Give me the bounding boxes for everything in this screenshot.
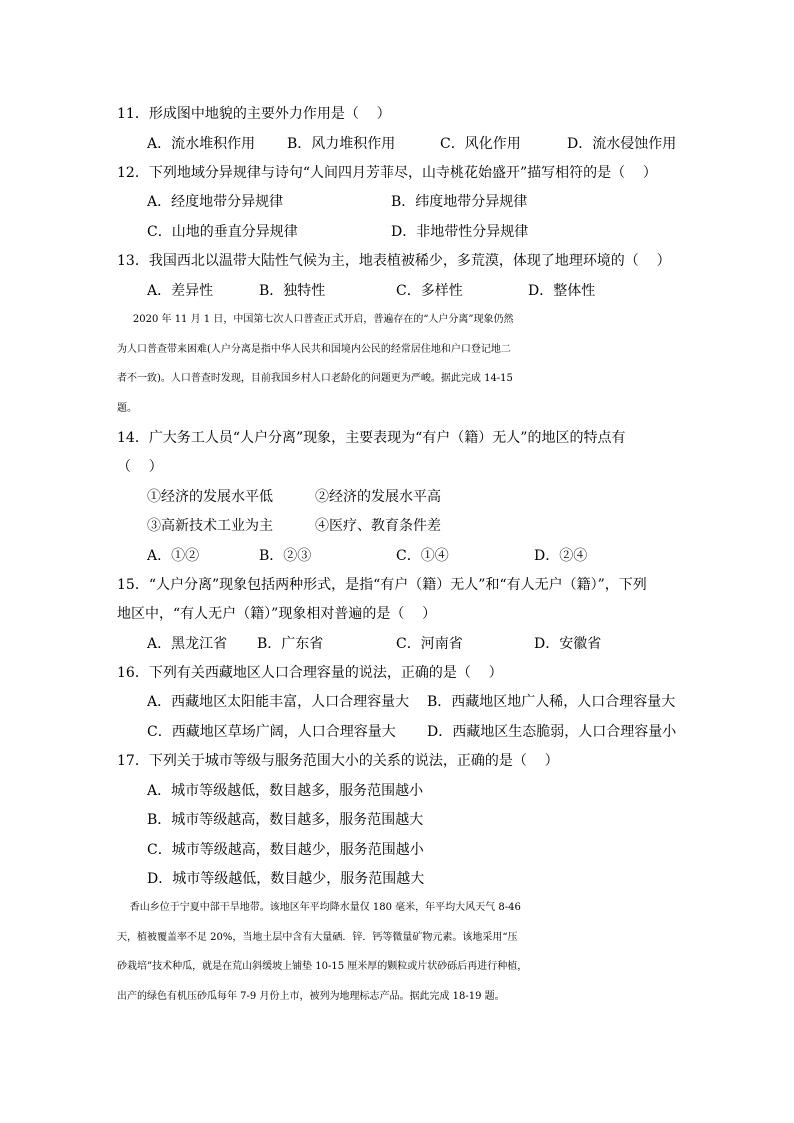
question-14-option-a: A．①② bbox=[147, 548, 200, 564]
question-15-stem-continued: 地区中，“有人无户（籍）”现象相对普遍的是（ ） bbox=[117, 606, 437, 622]
passage-2-line-1: 香山乡位于宁夏中部干旱地带。该地区年平均降水量仅 180 毫米，年平均大风天气 8-46 bbox=[117, 902, 521, 913]
question-16-option-b: B．西藏地区地广人稀，人口合理容量大 bbox=[427, 694, 676, 710]
passage-1-line-4: 题。 bbox=[117, 403, 137, 414]
question-17-stem: 17．下列关于城市等级与服务范围大小的关系的说法，正确的是（ ） bbox=[117, 753, 559, 769]
question-14-option-b: B．②③ bbox=[259, 548, 312, 564]
question-15-option-c: C．河南省 bbox=[396, 636, 463, 652]
question-15-option-d: D．安徽省 bbox=[534, 636, 602, 652]
question-15-option-a: A．黑龙江省 bbox=[147, 636, 228, 652]
question-16-stem: 16．下列有关西藏地区人口合理容量的说法，正确的是（ ） bbox=[117, 665, 503, 681]
question-11-stem: 11．形成图中地貌的主要外力作用是（ ） bbox=[117, 106, 391, 122]
question-16-option-a: A．西藏地区太阳能丰富，人口合理容量大 bbox=[147, 694, 410, 710]
question-16-option-d: D．西藏地区生态脆弱，人口合理容量小 bbox=[427, 724, 677, 740]
question-14-option-d: D．②④ bbox=[534, 548, 588, 564]
question-13-option-c: C．多样性 bbox=[396, 283, 463, 299]
question-13-option-a: A．差异性 bbox=[147, 283, 214, 299]
passage-1-line-1: 2020 年 11 月 1 日，中国第七次人口普查正式开启，普遍存在的“人户分离”现象仍然 bbox=[117, 314, 514, 325]
question-12-stem: 12．下列地域分异规律与诗句“人间四月芳菲尽，山寺桃花始盛开”描写相符的是（ ） bbox=[117, 165, 657, 181]
question-12-option-a: A．经度地带分异规律 bbox=[147, 194, 284, 210]
question-15-option-b: B．广东省 bbox=[257, 636, 324, 652]
question-11-option-c: C．风化作用 bbox=[440, 136, 521, 152]
passage-2-line-4: 出产的绿色有机压砂瓜每年 7-9 月份上市，被列为地理标志产品。据此完成 18-19 题。 bbox=[117, 991, 505, 1002]
question-14-stem-continued: （ ） bbox=[117, 459, 163, 475]
question-13-stem: 13．我国西北以温带大陆性气候为主，地表植被稀少，多荒漠，体现了地理环境的（ ） bbox=[117, 253, 671, 269]
question-17-option-b: B．城市等级越高，数目越多，服务范围越大 bbox=[147, 812, 424, 828]
passage-2-line-3: 砂栽培”技术种瓜，就是在荒山斜缓坡上铺垫 10-15 厘米厚的颗粒或片状砂砾后再进行种植， bbox=[117, 961, 528, 972]
question-15-stem: 15．“人户分离”现象包括两种形式，是指“有户（籍）无人”和“有人无户（籍）”，下列 bbox=[117, 577, 647, 593]
question-12-option-d: D．非地带性分异规律 bbox=[391, 224, 529, 240]
question-17-option-c: C．城市等级越高，数目越少，服务范围越小 bbox=[147, 842, 424, 858]
question-14-item-4: ④医疗、教育条件差 bbox=[315, 518, 441, 534]
question-17-option-a: A．城市等级越低，数目越多，服务范围越小 bbox=[147, 783, 424, 799]
passage-1-line-3: 者不一致)。人口普查时发现，目前我国乡村人口老龄化的问题更为严峻。据此完成 14-15 bbox=[117, 373, 513, 384]
question-12-option-c: C．山地的垂直分异规律 bbox=[147, 224, 298, 240]
question-11-option-d: D．流水侵蚀作用 bbox=[567, 136, 677, 152]
passage-2-line-2: 天，植被覆盖率不足 20%，当地土层中含有大量硒．锌．钙等微量矿物元素。该地采用“压 bbox=[117, 932, 518, 943]
question-14-item-1: ①经济的发展水平低 bbox=[147, 489, 273, 505]
question-11-option-b: B．风力堆积作用 bbox=[287, 136, 396, 152]
passage-1-line-2: 为人口普查带来困难(人户分离是指中华人民共和国境内公民的经常居住地和户口登记地二 bbox=[117, 344, 511, 355]
question-11-option-a: A．流水堆积作用 bbox=[147, 136, 256, 152]
question-13-option-d: D．整体性 bbox=[528, 283, 596, 299]
question-14-option-c: C．①④ bbox=[396, 548, 449, 564]
question-14-stem: 14．广大务工人员“人户分离”现象，主要表现为“有户（籍）无人”的地区的特点有 bbox=[117, 430, 626, 446]
question-14-item-2: ②经济的发展水平高 bbox=[315, 489, 441, 505]
question-16-option-c: C．西藏地区草场广阔，人口合理容量大 bbox=[147, 724, 396, 740]
question-17-option-d: D．城市等级越低，数目越少，服务范围越大 bbox=[147, 871, 425, 887]
question-14-item-3: ③高新技术工业为主 bbox=[147, 518, 273, 534]
question-13-option-b: B．独特性 bbox=[259, 283, 326, 299]
question-12-option-b: B．纬度地带分异规律 bbox=[391, 194, 528, 210]
